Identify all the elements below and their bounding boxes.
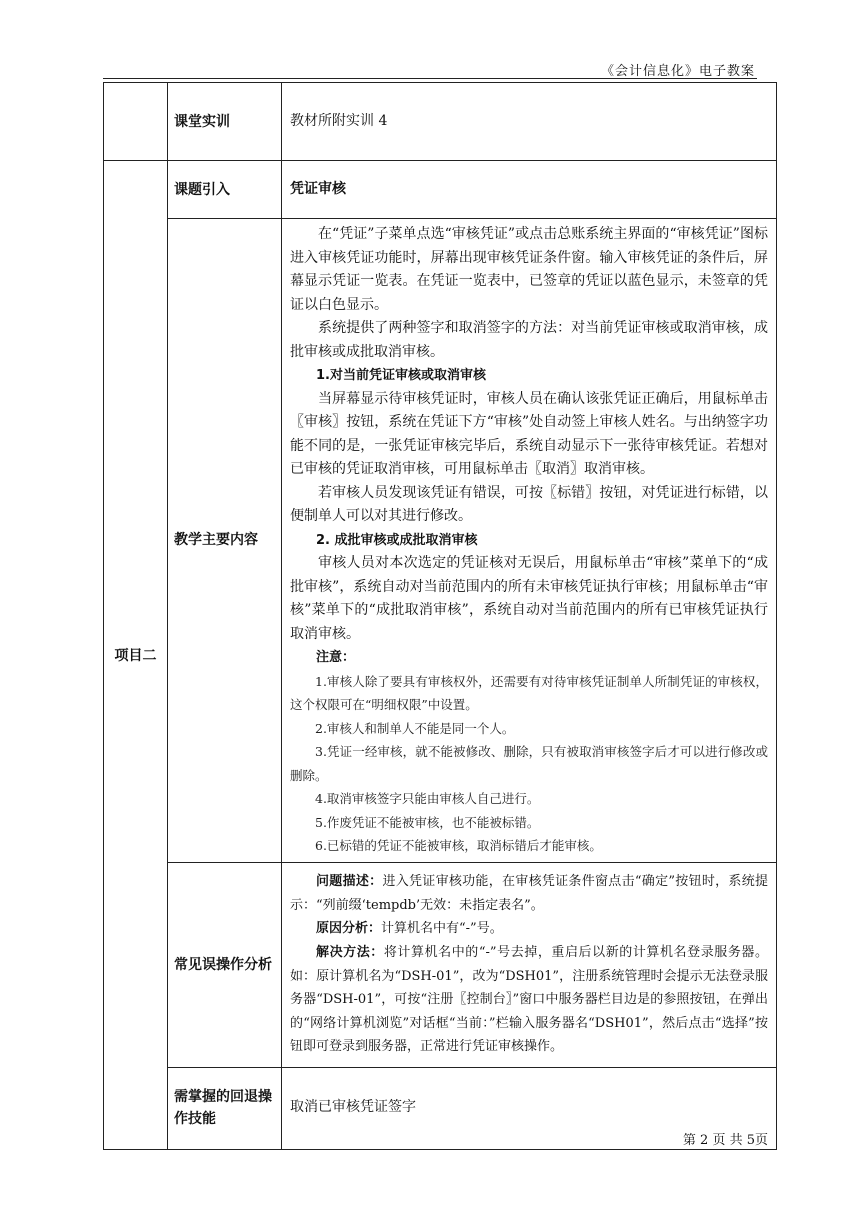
project-cell-top	[104, 83, 168, 161]
solution-paragraph	[290, 941, 768, 1059]
row-main-content	[104, 219, 777, 863]
note-item: 2.审核人和制单人不能是同一个人。	[315, 720, 515, 736]
lesson-table	[103, 82, 777, 1150]
topic-text	[282, 161, 777, 219]
note-item: 5.作废凭证不能被审核，也不能被标错。	[315, 814, 540, 830]
practice-text: 教材所附实训 4	[282, 83, 777, 161]
main-content	[282, 219, 777, 863]
problem-label: 问题描述：	[316, 874, 383, 890]
cause-label: 原因分析：	[316, 921, 382, 937]
mistakes-content	[282, 862, 777, 1067]
note-item: 3.凭证一经审核，就不能被修改、删除，只有被取消审核签字后才可以进行修改或删除。	[290, 744, 768, 783]
cause-paragraph	[290, 917, 768, 941]
main-paragraph: 在“凭证”子菜单点选“审核凭证”或点击总账系统主界面的“审核凭证”图标进入审核凭证功能时，屏幕出现审核凭证条件窗。输入审核凭证的条件后，屏幕显示凭证一览表。在凭证一览表中，已签章的凭证以蓝色显示，未签章的凭证以白色显示。	[290, 226, 768, 313]
project-name: 项目二	[104, 161, 168, 1150]
note-item: 6.已标错的凭证不能被审核，取消标错后才能审核。	[315, 838, 602, 853]
main-paragraph: 当屏幕显示待审核凭证时，审核人员在确认该张凭证正确后，用鼠标单击〖审核〗按钮，系统在凭证下方“审核”处自动签上审核人姓名。与出纳签字功能不同的是，一张凭证审核完毕后，系统自动显示下一张待审核凭证。若想对已审核的凭证取消审核，可用鼠标单击〖取消〗取消审核。	[290, 390, 768, 477]
note-item: 4.取消审核签字只能由审核人自己进行。	[315, 791, 540, 806]
mistakes-label: 常见误操作分析	[168, 862, 282, 1067]
note-title: 注意：	[316, 650, 356, 665]
main-paragraph: 若审核人员发现该凭证有错误，可按〖标错〗按钮，对凭证进行标错，以便制单人可以对其进行修改。	[290, 484, 768, 524]
header-rule	[103, 78, 757, 79]
cause-text: 计算机名中有“-”号。	[381, 921, 503, 937]
practice-label: 课堂实训	[168, 83, 282, 161]
main-paragraph: 审核人员对本次选定的凭证核对无误后，用鼠标单击“审核”菜单下的“成批审核”，系统自动对当前范围内的所有未审核凭证执行审核；用鼠标单击“审核”菜单下的“成批取消审核”，系统自动对当前范围内的所有已审核凭证执行取消审核。	[290, 555, 768, 642]
main-paragraph: 系统提供了两种签字和取消签字的方法：对当前凭证审核或取消审核，成批审核或成批取消审核。	[290, 320, 768, 360]
row-rollback	[104, 1067, 777, 1149]
section-heading: 1.对当前凭证审核或取消审核	[316, 368, 486, 383]
document-header: 《会计信息化》电子教案	[600, 64, 755, 79]
page-number: 第 2 页 共 5页	[682, 1133, 768, 1148]
rollback-text: 取消已审核凭证签字	[282, 1067, 777, 1149]
rollback-label: 需掌握的回退操作技能	[168, 1067, 282, 1149]
section-heading: 2. 成批审核或成批取消审核	[316, 532, 478, 548]
topic-title: 凭证审核	[290, 180, 346, 197]
note-item: 1.审核人除了要具有审核权外，还需要有对待审核凭证制单人所制凭证的审核权，这个权限可在“明细权限”中设置。	[290, 673, 768, 712]
main-content-label: 教学主要内容	[168, 219, 282, 863]
problem-text: 进入凭证审核功能，在审核凭证条件窗点击“确定”按钮时，系统提示：“列前缀‘tempdb’无效：未指定表名”。	[290, 874, 768, 913]
topic-label: 课题引入	[168, 161, 282, 219]
solution-label: 解决方法：	[316, 944, 384, 960]
row-mistakes	[104, 862, 777, 1067]
row-practice	[104, 83, 777, 161]
row-topic	[104, 161, 777, 219]
problem-paragraph	[290, 870, 768, 917]
solution-text: 将计算机名中的“-”号去掉，重启后以新的计算机名登录服务器。如：原计算机名为“DSH-01”，改为“DSH01”，注册系统管理时会提示无法登录服务器“DSH-01”，可按“注册〖控制台〗”窗口中服务器栏目边是的参照按钮，在弹出的“网络计算机浏览”对话框“当前：”栏输入服务器名“DSH01”，然后点击“选择”按钮即可登录到服务器，正常进行凭证审核操作。	[290, 944, 768, 1055]
